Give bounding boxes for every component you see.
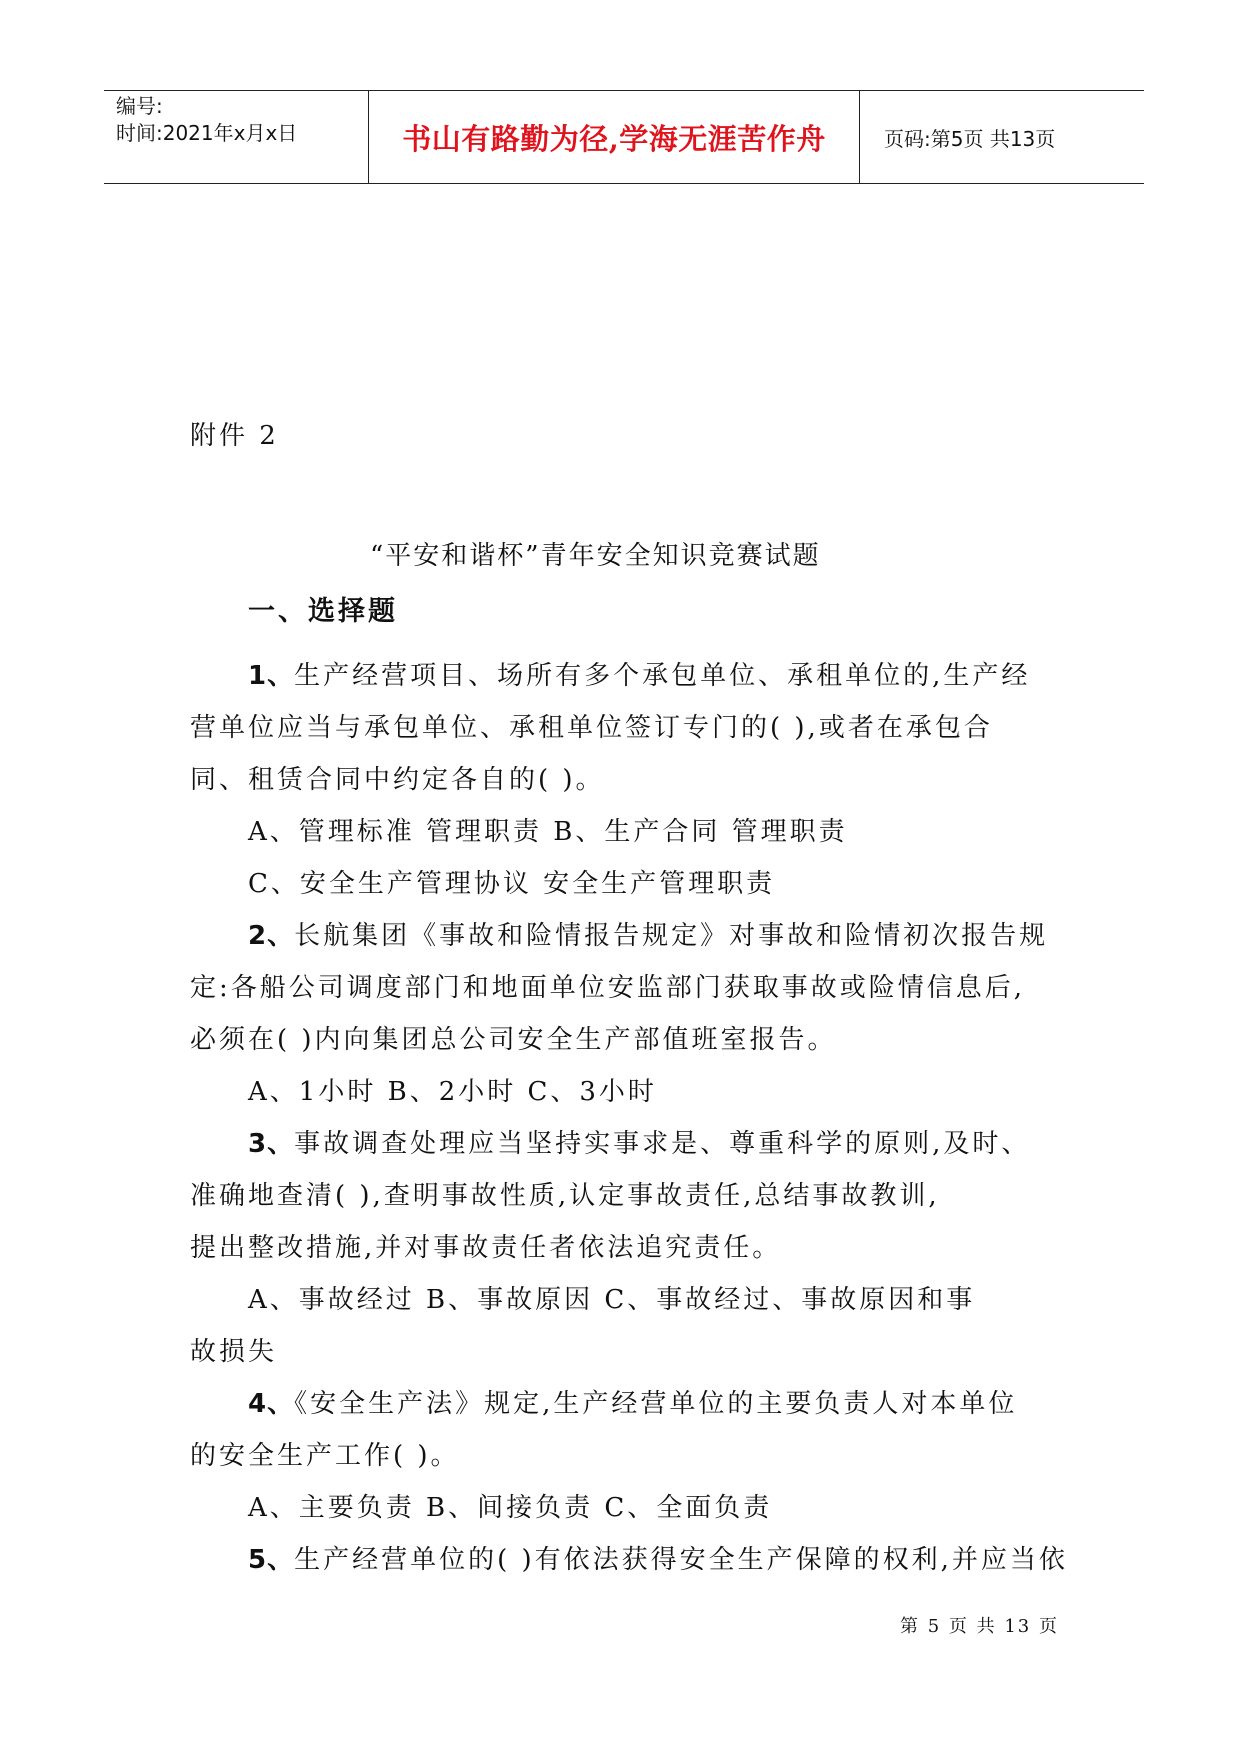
line <box>248 1123 1030 1160</box>
option-line: A、主要负责 B、间接负责 C、全面负责 <box>248 1493 773 1523</box>
line-text: 生产经营项目、场所有多个承包单位、承租单位的,生产经 <box>294 661 1031 691</box>
page-footer: 第 5 页 共 13 页 <box>900 1616 1059 1637</box>
line <box>248 655 1030 692</box>
question-number: 3、 <box>248 1129 295 1159</box>
number-label: 编号: <box>116 94 163 118</box>
option-line: C、安全生产管理协议 安全生产管理职责 <box>248 869 776 899</box>
option-line: A、1小时 B、2小时 C、3小时 <box>248 1077 657 1107</box>
option-line: A、事故经过 B、事故原因 C、事故经过、事故原因和事 <box>248 1285 976 1315</box>
page-title: “平安和谐杯”青年安全知识竞赛试题 <box>370 541 821 571</box>
line-text: 长航集团《事故和险情报告规定》对事故和险情初次报告规 <box>294 921 1049 951</box>
attachment-label: 附件 2 <box>190 421 279 451</box>
line: 的安全生产工作( )。 <box>190 1441 460 1471</box>
line <box>248 1539 1068 1576</box>
line: 定:各船公司调度部门和地面单位安监部门获取事故或险情信息后, <box>190 973 1026 1003</box>
question-number: 5、 <box>248 1545 295 1575</box>
question-number: 2、 <box>248 921 295 951</box>
line: 准确地查清( ),查明事故性质,认定事故责任,总结事故教训, <box>190 1181 940 1211</box>
section-heading: 一、选择题 <box>248 596 398 627</box>
line <box>248 915 1048 952</box>
line <box>248 1383 1017 1420</box>
line-text: 事故调查处理应当坚持实事求是、尊重科学的原则,及时、 <box>294 1129 1031 1159</box>
question-number: 1、 <box>248 661 295 691</box>
question-number: 4、 <box>248 1389 295 1419</box>
header-meta-cell <box>104 91 369 183</box>
line: 提出整改措施,并对事故责任者依法追究责任。 <box>190 1233 782 1263</box>
line-text: 生产经营单位的( )有依法获得安全生产保障的权利,并应当依 <box>294 1545 1068 1575</box>
line: 同、租赁合同中约定各自的( )。 <box>190 765 605 795</box>
option-line: A、管理标准 管理职责 B、生产合同 管理职责 <box>248 817 848 847</box>
line: 必须在( )内向集团总公司安全生产部值班室报告。 <box>190 1025 837 1055</box>
header-table <box>104 90 1144 184</box>
page-label: 页码:第5页 共13页 <box>884 126 1056 151</box>
time-label: 时间:2021年x月x日 <box>116 121 298 145</box>
line: 故损失 <box>190 1337 278 1367</box>
line-text: 《安全生产法》规定,生产经营单位的主要负责人对本单位 <box>294 1389 1018 1419</box>
motto: 书山有路勤为径,学海无涯苦作舟 <box>369 91 860 183</box>
line: 营单位应当与承包单位、承租单位签订专门的( ),或者在承包合 <box>190 713 993 743</box>
